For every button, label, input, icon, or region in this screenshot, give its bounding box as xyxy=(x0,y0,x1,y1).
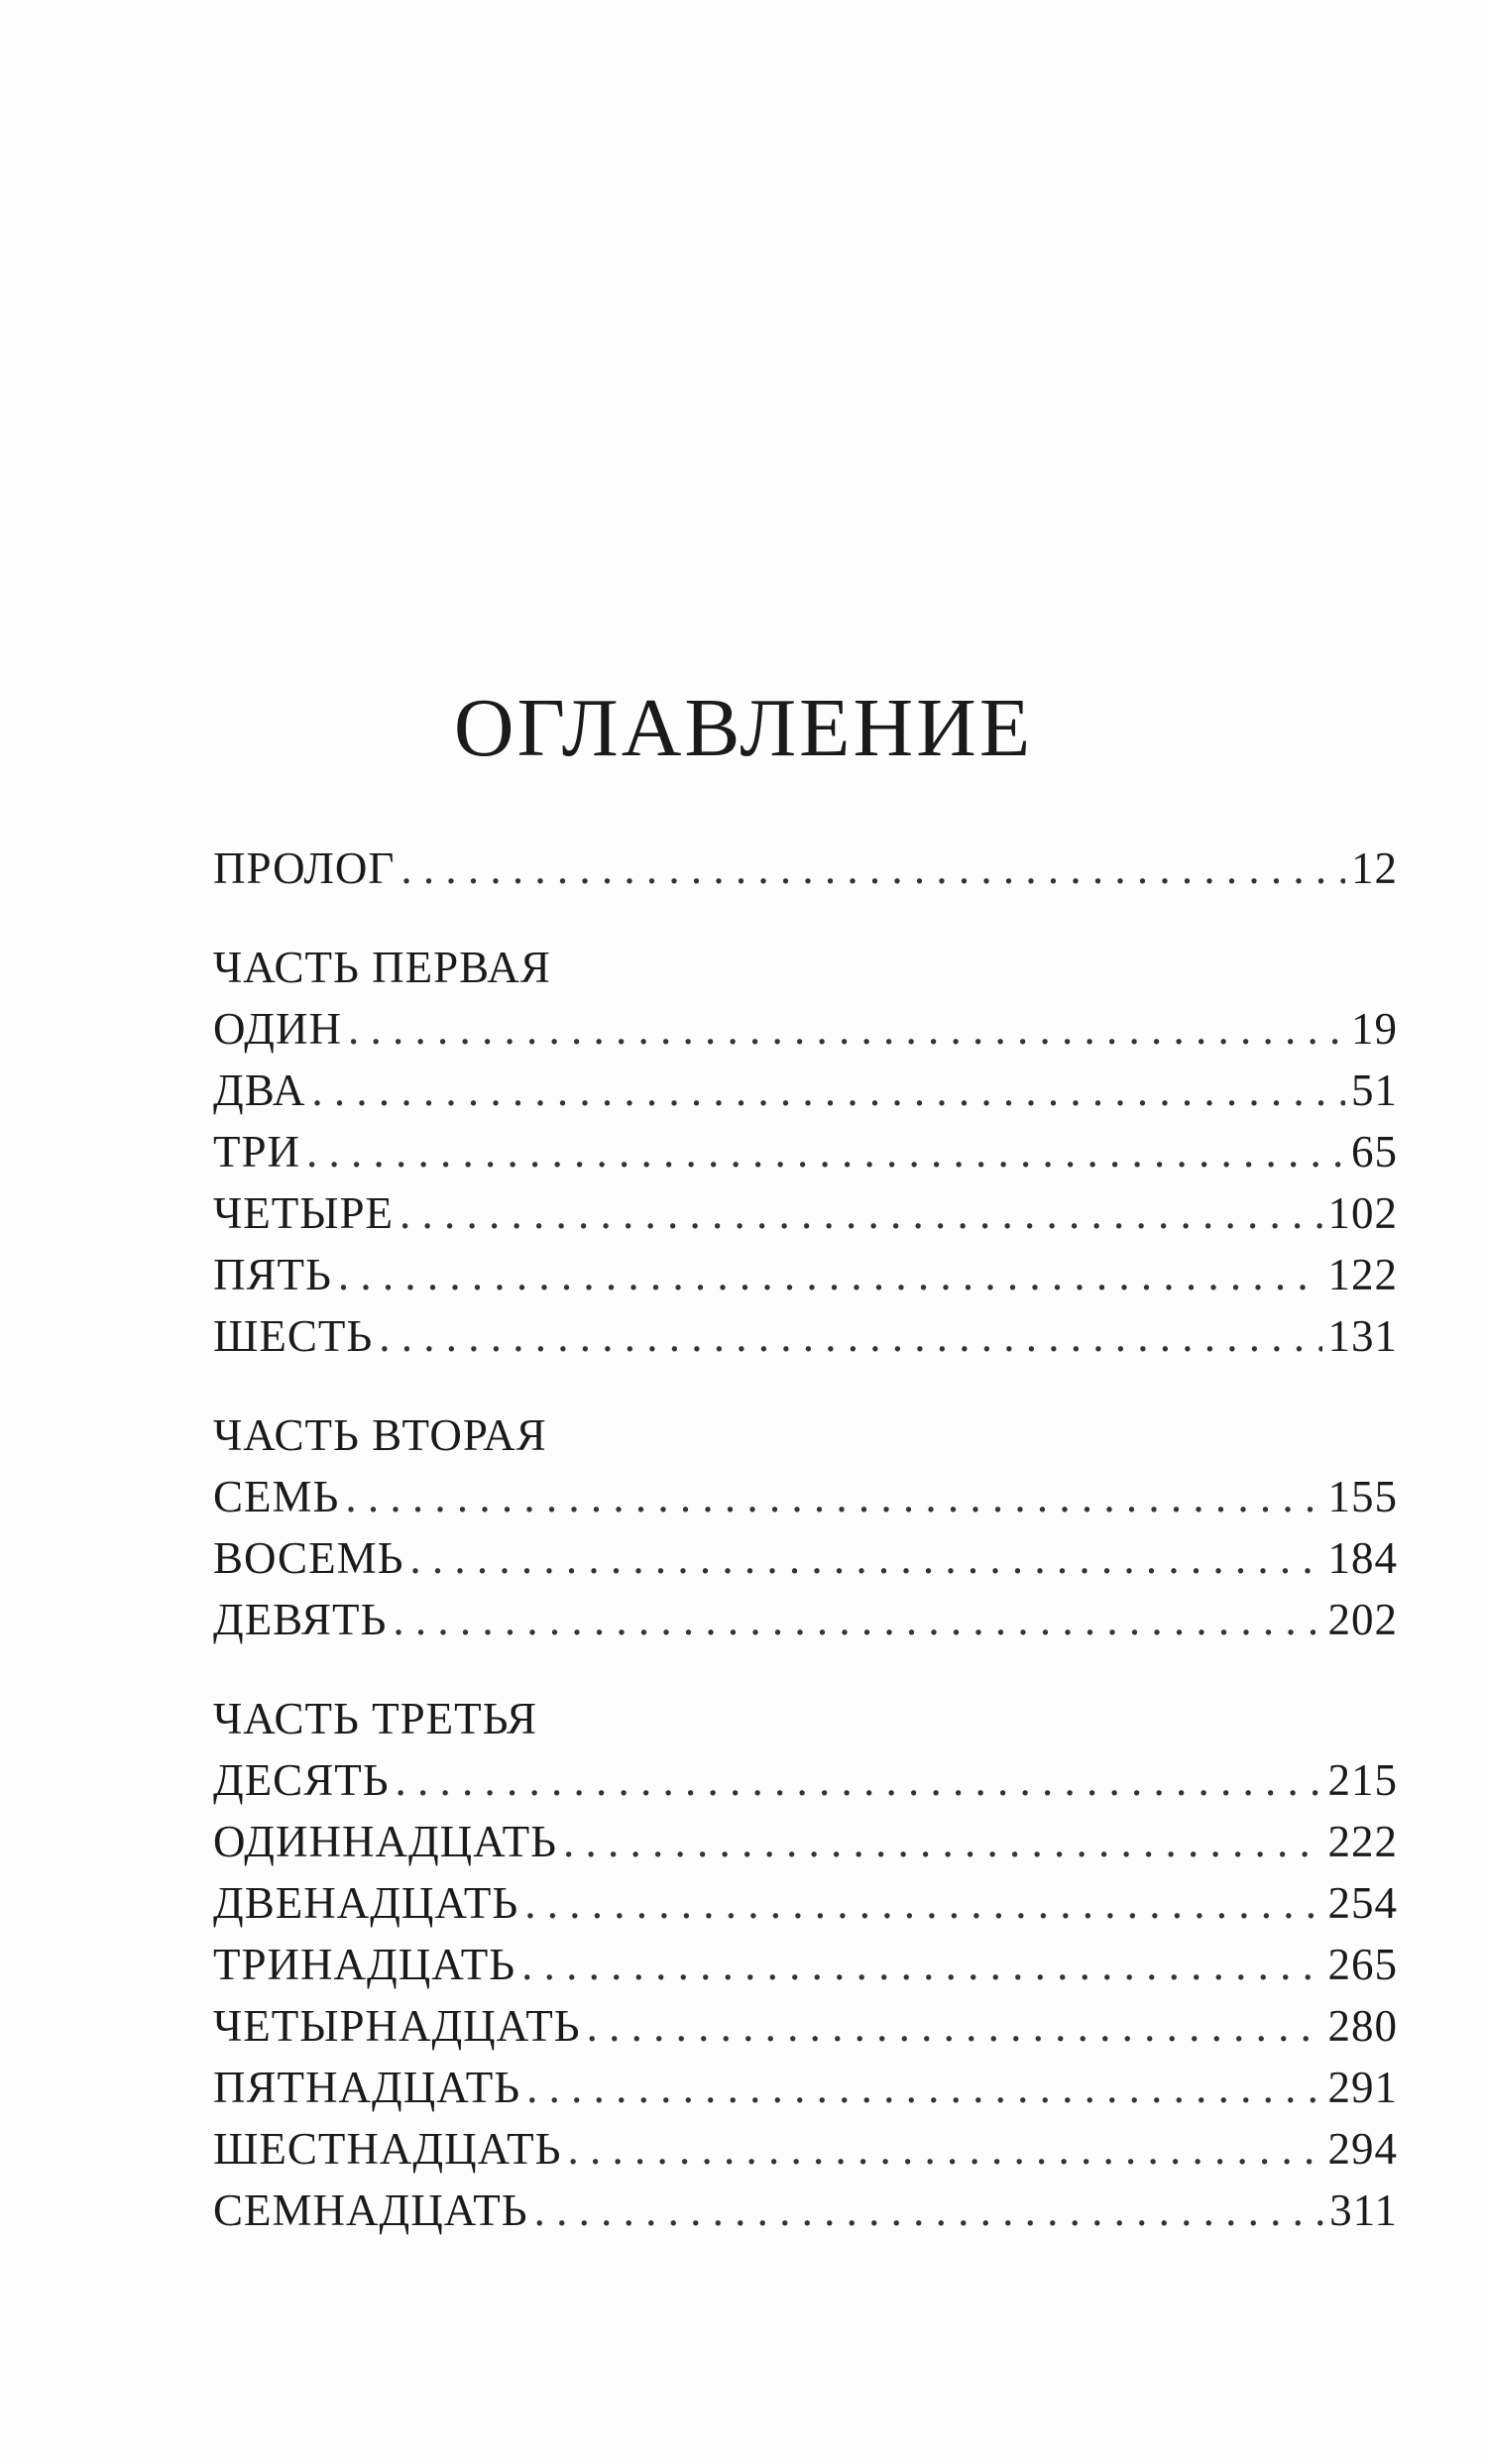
toc-entry-label: ЧЕТЫРЕ xyxy=(213,1188,394,1238)
toc-entry xyxy=(213,1305,1398,1367)
dot-leader xyxy=(526,2057,1321,2118)
part-heading-1: ЧАСТЬ ПЕРВАЯ xyxy=(213,943,551,992)
toc-entry-label: ДЕСЯТЬ xyxy=(213,1755,390,1805)
toc-entry-page: 184 xyxy=(1327,1533,1398,1583)
toc-entry-page: 122 xyxy=(1327,1250,1398,1299)
part-heading-3: ЧАСТЬ ТРЕТЬЯ xyxy=(213,1694,538,1743)
toc-entry-page: 102 xyxy=(1327,1188,1398,1238)
dot-leader xyxy=(396,1749,1322,1811)
page-title: ОГЛАВЛЕНИЕ xyxy=(453,682,1034,774)
toc-entry-page: 155 xyxy=(1327,1472,1398,1521)
dot-leader xyxy=(587,1995,1322,2057)
dot-leader xyxy=(400,1182,1322,1244)
toc-entry-label: ДВА xyxy=(213,1065,306,1115)
toc-entry-prologue xyxy=(213,838,1398,899)
toc-entry-page: 291 xyxy=(1327,2063,1398,2112)
dot-leader xyxy=(400,838,1345,899)
toc-entry xyxy=(213,1934,1398,1995)
toc-entry-label: СЕМНАДЦАТЬ xyxy=(213,2185,528,2235)
toc-entry-page: 311 xyxy=(1329,2185,1398,2235)
toc-entry xyxy=(213,2057,1398,2118)
toc-entry-label: ШЕСТЬ xyxy=(213,1311,374,1361)
toc-entry xyxy=(213,1995,1398,2057)
toc-entry xyxy=(213,1872,1398,1934)
toc-entry-label: ШЕСТНАДЦАТЬ xyxy=(213,2124,562,2174)
toc-entry-page: 222 xyxy=(1327,1817,1398,1866)
toc-entry xyxy=(213,1466,1398,1527)
toc-entry xyxy=(213,2180,1398,2241)
dot-leader xyxy=(306,1121,1345,1182)
toc-entry-page: 265 xyxy=(1327,1940,1398,1989)
dot-leader xyxy=(567,2118,1321,2180)
toc-entry xyxy=(213,1749,1398,1811)
toc-entry xyxy=(213,1182,1398,1244)
toc-entry xyxy=(213,1811,1398,1872)
toc-entry-label: ОДИННАДЦАТЬ xyxy=(213,1817,558,1866)
toc-entry xyxy=(213,2118,1398,2180)
dot-leader xyxy=(524,1872,1321,1934)
toc-entry xyxy=(213,1589,1398,1650)
toc-entry-page: 12 xyxy=(1351,843,1398,893)
toc-entry-label: ТРИ xyxy=(213,1127,301,1176)
toc-entry-label: ПЯТЬ xyxy=(213,1250,332,1299)
toc-entry-page: 215 xyxy=(1327,1755,1398,1805)
toc-entry-page: 131 xyxy=(1327,1311,1398,1361)
dot-leader xyxy=(521,1934,1321,1995)
part-heading-2: ЧАСТЬ ВТОРАЯ xyxy=(213,1410,547,1460)
toc-entry-page: 51 xyxy=(1351,1065,1398,1115)
dot-leader xyxy=(534,2180,1324,2241)
toc-entry xyxy=(213,1121,1398,1182)
dot-leader xyxy=(379,1305,1321,1367)
toc-entry-page: 294 xyxy=(1327,2124,1398,2174)
dot-leader xyxy=(348,998,1345,1060)
toc-entry xyxy=(213,1060,1398,1121)
toc-entry-label: ОДИН xyxy=(213,1004,342,1054)
toc-entry xyxy=(213,1527,1398,1589)
toc-entry-label: ДЕВЯТЬ xyxy=(213,1595,388,1644)
toc-entry-page: 65 xyxy=(1351,1127,1398,1176)
dot-leader xyxy=(563,1811,1321,1872)
toc-entry xyxy=(213,998,1398,1060)
toc-entry-label: ПЯТНАДЦАТЬ xyxy=(213,2063,521,2112)
dot-leader xyxy=(409,1527,1321,1589)
toc-entry-label: ВОСЕМЬ xyxy=(213,1533,404,1583)
dot-leader xyxy=(345,1466,1321,1527)
toc-entry-label: ДВЕНАДЦАТЬ xyxy=(213,1878,519,1928)
dot-leader xyxy=(311,1060,1345,1121)
toc-entry-page: 19 xyxy=(1351,1004,1398,1054)
toc-entry-page: 280 xyxy=(1327,2001,1398,2051)
toc-entry-page: 254 xyxy=(1327,1878,1398,1928)
toc-entry-label: ЧЕТЫРНАДЦАТЬ xyxy=(213,2001,581,2051)
toc-entry-label: СЕМЬ xyxy=(213,1472,340,1521)
dot-leader xyxy=(393,1589,1321,1650)
toc-entry-page: 202 xyxy=(1327,1595,1398,1644)
toc-entry xyxy=(213,1244,1398,1305)
dot-leader xyxy=(338,1244,1322,1305)
toc-entry-label: ПРОЛОГ xyxy=(213,843,396,893)
toc-entry-label: ТРИНАДЦАТЬ xyxy=(213,1940,516,1989)
